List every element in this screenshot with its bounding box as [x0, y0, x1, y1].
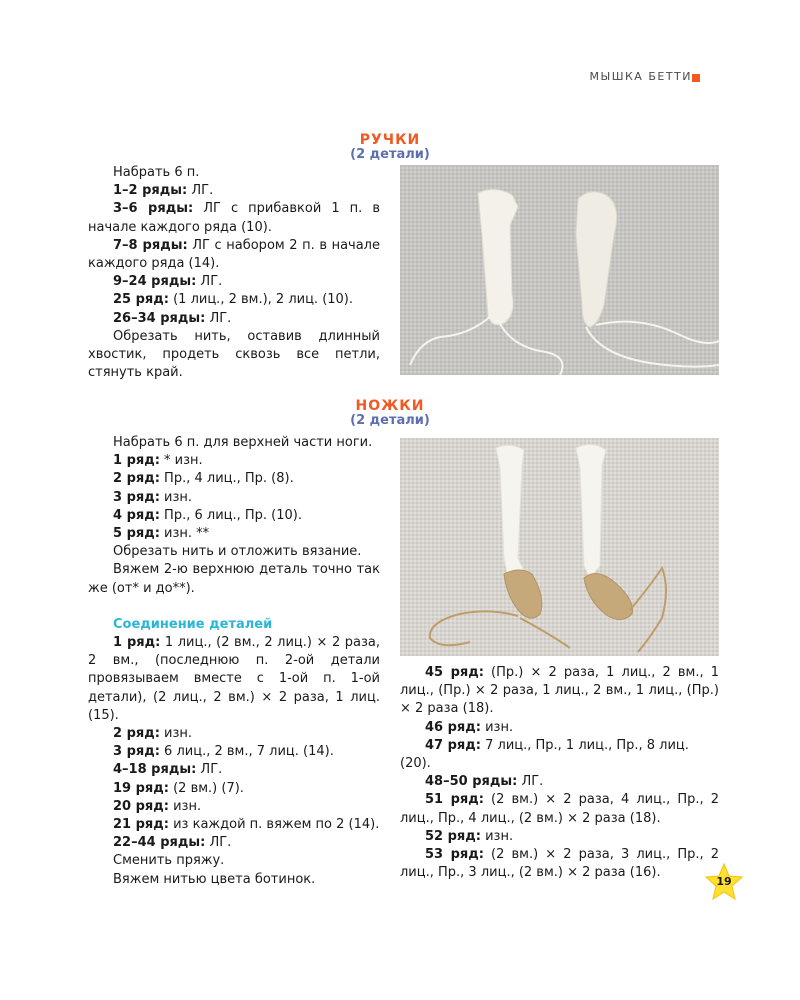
joining-row: 2 ряд: изн. — [113, 726, 193, 742]
arms-row: 25 ряд: (1 лиц., 2 вм.), 2 лиц. (10). — [113, 292, 354, 308]
joining-row: 45 ряд: (Пр.) × 2 раза, 1 лиц., 2 вм., 1 лиц., (Пр.) × 2 раза, 1 лиц., 2 вм., 1 лиц., (Пр.) × 2 раза (18). — [400, 665, 720, 717]
joining-row: 3 ряд: 6 лиц., 2 вм., 7 лиц. (14). — [113, 744, 334, 760]
joining-row: 46 ряд: изн. — [425, 719, 514, 735]
legs-note: Вяжем 2-ю верхнюю деталь точно так же (от* и до**). — [88, 562, 380, 596]
joining-row: 21 ряд: из каждой п. вяжем по 2 (14). — [113, 817, 380, 833]
arms-row: 1–2 ряды: ЛГ. — [113, 183, 214, 199]
change-yarn: Сменить пряжу. — [113, 853, 225, 869]
arms-row: 26–34 ряды: ЛГ. — [113, 310, 232, 326]
joining-row: 53 ряд: (2 вм.) × 2 раза, 3 лиц., Пр., 2 лиц., Пр., 3 лиц., (2 вм.) × 2 раза (16). — [400, 847, 720, 881]
running-head: МЫШКА БЕТТИ — [589, 70, 692, 83]
arms-row: 7–8 ряды: ЛГ с набором 2 п. в начале каждого ряда (14). — [88, 237, 380, 272]
joining-row: 48–50 ряды: ЛГ. — [425, 774, 544, 790]
legs-title: НОЖКИ — [355, 398, 425, 414]
joining-row: 22–44 ряды: ЛГ. — [113, 835, 232, 851]
arms-title: РУЧКИ — [359, 132, 421, 148]
joining-row: 1 ряд: 1 лиц., (2 вм., 2 лиц.) × 2 раза, 2 вм., (последнюю п. 2-ой детали провязываем вместе с 1-ой п. 1-ой детали), (2 лиц., 2 вм.) × 2 раза, 1 лиц. (15). — [88, 635, 380, 723]
legs-row: 4 ряд: Пр., 6 лиц., Пр. (10). — [113, 507, 302, 523]
joining-right-text — [400, 664, 719, 882]
joining-subhead: Соединение деталей — [113, 616, 273, 632]
arms-subtitle: (2 детали) — [350, 147, 430, 162]
legs-row: 1 ряд: * изн. — [113, 453, 203, 469]
legs-subtitle: (2 детали) — [350, 413, 430, 428]
legs-text — [88, 434, 380, 889]
joining-row: 51 ряд: (2 вм.) × 2 раза, 4 лиц., Пр., 2 лиц., Пр., 4 лиц., (2 вм.) × 2 раза (18). — [400, 792, 720, 826]
arms-outro: Обрезать нить, оставив длинный хвостик, продеть сквозь все петли, стянуть край. — [88, 328, 380, 381]
legs-intro: Набрать 6 п. для верхней части ноги. — [113, 435, 373, 450]
legs-row: 2 ряд: Пр., 4 лиц., Пр. (8). — [113, 471, 294, 487]
joining-row: 20 ряд: изн. — [113, 798, 202, 814]
joining-row: 47 ряд: 7 лиц., Пр., 1 лиц., Пр., 8 лиц. (20). — [400, 737, 689, 772]
legs-note: Обрезать нить и отложить вязание. — [113, 544, 362, 560]
legs-row: 5 ряд: изн. ** — [113, 526, 210, 542]
arms-intro: Набрать 6 п. — [113, 165, 200, 180]
arms-photo — [400, 165, 719, 375]
joining-row: 19 ряд: (2 вм.) (7). — [113, 780, 244, 796]
joining-row: 52 ряд: изн. — [425, 828, 514, 844]
legs-photo — [400, 438, 719, 656]
arms-text — [88, 164, 380, 382]
joining-row: 4–18 ряды: ЛГ. — [113, 762, 223, 778]
arms-row: 9–24 ряды: ЛГ. — [113, 274, 223, 290]
running-head-square — [692, 74, 700, 82]
page-number: 19 — [716, 875, 732, 888]
boot-color: Вяжем нитью цвета ботинок. — [113, 871, 316, 887]
arms-row: 3–6 ряды: ЛГ с прибавкой 1 п. в начале каждого ряда (10). — [88, 201, 380, 235]
spacer — [88, 598, 380, 616]
legs-row: 3 ряд: изн. — [113, 489, 193, 505]
